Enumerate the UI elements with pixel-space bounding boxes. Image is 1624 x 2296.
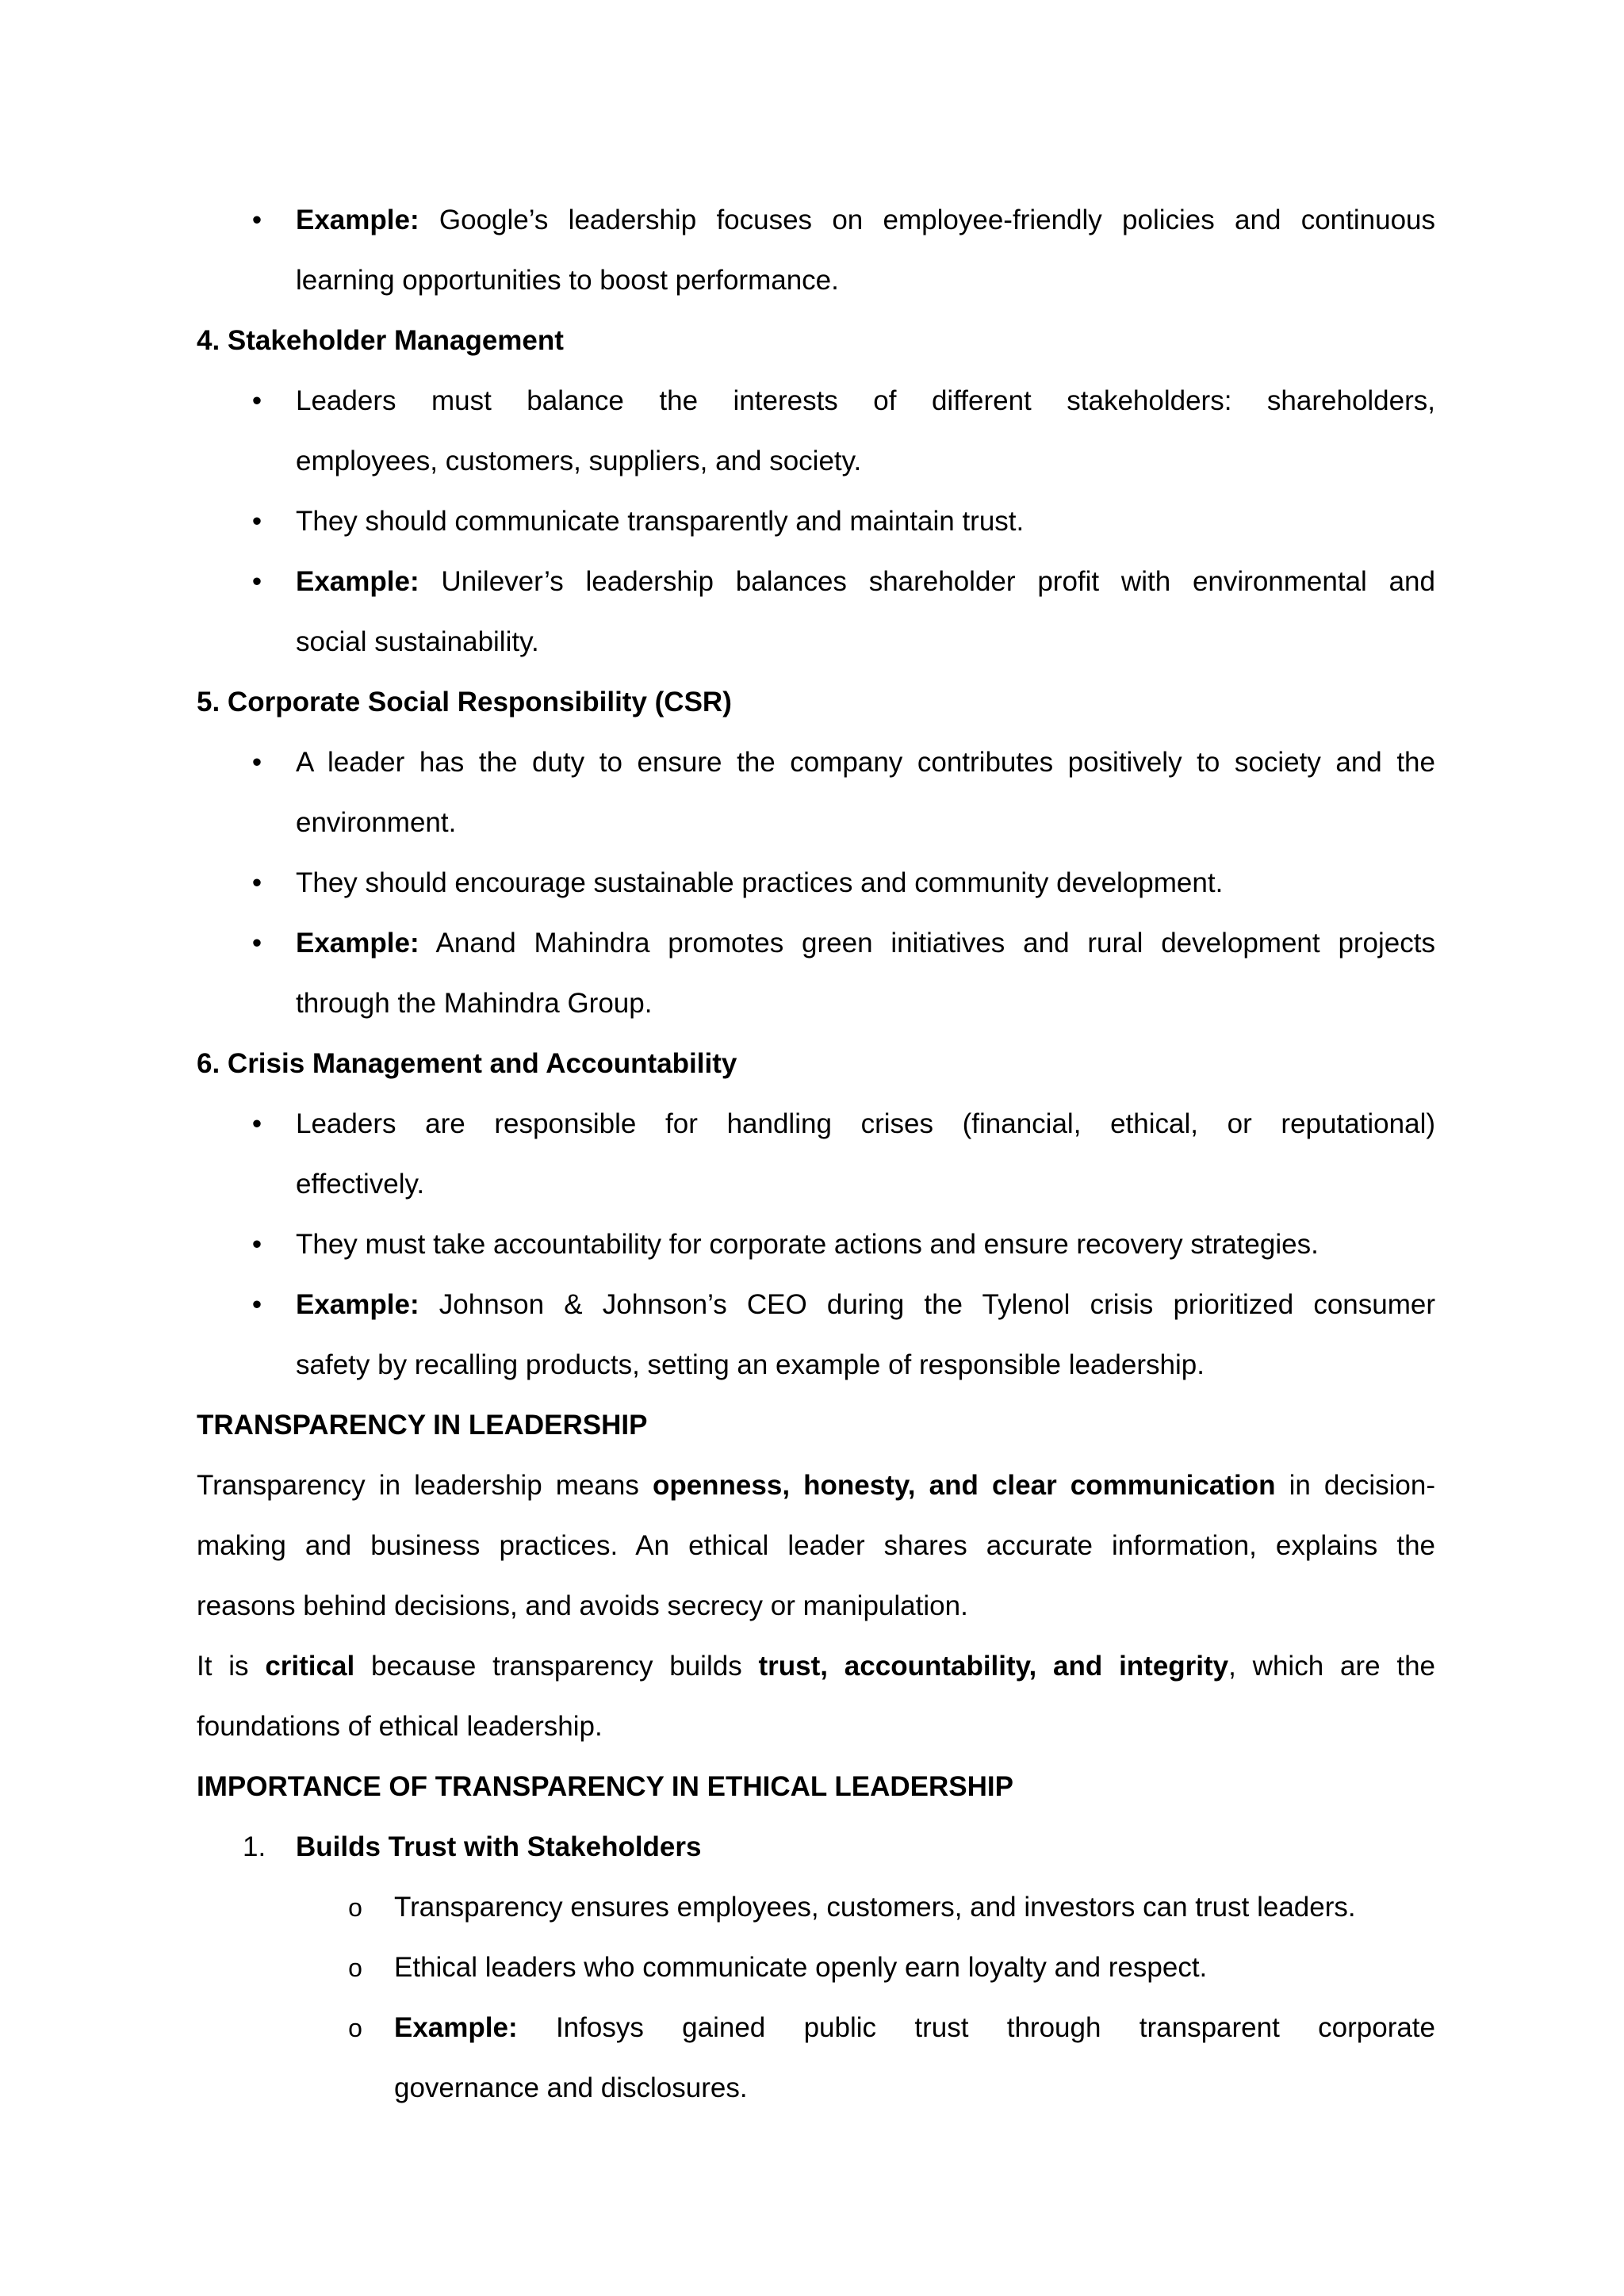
bullet-marker: • [251, 1229, 262, 1260]
bullet-marker: • [251, 205, 262, 235]
bullet-marker: • [251, 1108, 262, 1139]
bold-run: trust, accountability, and integrity [758, 1651, 1229, 1682]
bullet-marker: • [251, 928, 262, 959]
section-heading-csr: 5. Corporate Social Responsibility (CSR) [197, 687, 732, 718]
sub-bullet-marker: o [348, 1893, 362, 1922]
example-google-line2: learning opportunities to boost performance. [296, 265, 839, 296]
csr-bullet1-line1: A leader has the duty to ensure the company contributes positively to society and the [296, 747, 1435, 778]
section-heading-importance: IMPORTANCE OF TRANSPARENCY IN ETHICAL LEADERSHIP [197, 1771, 1013, 1802]
importance-item1-title: Builds Trust with Stakeholders [296, 1831, 702, 1862]
bullet-marker: • [251, 1289, 262, 1320]
example-text: Unilever’s leadership balances shareholder profit with environmental and [419, 566, 1435, 597]
text-run: because transparency builds [354, 1651, 759, 1682]
example-label: Example: [394, 2012, 518, 2043]
bullet-marker: • [251, 566, 262, 597]
transparency-p2-line1 [197, 1636, 1435, 1697]
example-infosys-line2: governance and disclosures. [394, 2072, 748, 2103]
example-text: Anand Mahindra promotes green initiatives and rural development projects [419, 928, 1435, 959]
transparency-p1-line3: reasons behind decisions, and avoids secrecy or manipulation. [197, 1590, 968, 1621]
csr-bullet1-line2: environment. [296, 807, 457, 838]
text-run: , which are the [1228, 1651, 1436, 1682]
example-label: Example: [296, 1289, 419, 1320]
bullet-marker: • [251, 747, 262, 778]
transparency-p1-line1 [197, 1456, 1435, 1516]
transparency-p2-line2: foundations of ethical leadership. [197, 1711, 603, 1742]
bullet-marker: • [251, 385, 262, 416]
crisis-bullet1-line1: Leaders are responsible for handling crises (financial, ethical, or reputational) [296, 1108, 1435, 1139]
example-label: Example: [296, 205, 419, 235]
csr-bullet2: They should encourage sustainable practices and community development. [296, 867, 1224, 898]
sub-bullet-marker: o [348, 1954, 362, 1982]
example-jnj-line2: safety by recalling products, setting an example of responsible leadership. [296, 1349, 1205, 1380]
text-run: Transparency in leadership means [197, 1470, 653, 1501]
crisis-bullet2: They must take accountability for corporate actions and ensure recovery strategies. [296, 1229, 1319, 1260]
bold-run: openness, honesty, and clear communication [652, 1470, 1276, 1501]
example-mahindra-line2: through the Mahindra Group. [296, 988, 653, 1019]
text-run: It is [197, 1651, 266, 1682]
example-label: Example: [296, 928, 419, 959]
example-label: Example: [296, 566, 419, 597]
stakeholder-bullet1-line2: employees, customers, suppliers, and society. [296, 446, 862, 476]
bullet-marker: • [251, 867, 262, 898]
bullet-marker: • [251, 506, 262, 537]
sub-bullet-marker: o [348, 2014, 362, 2042]
example-jnj-line1 [296, 1275, 1435, 1335]
example-unilever-line1 [296, 552, 1435, 612]
stakeholder-bullet2: They should communicate transparently and maintain trust. [296, 506, 1025, 537]
section-heading-crisis: 6. Crisis Management and Accountability [197, 1048, 737, 1079]
example-text: Google’s leadership focuses on employee-friendly policies and continuous [419, 205, 1435, 235]
stakeholder-bullet1-line1: Leaders must balance the interests of different stakeholders: shareholders, [296, 385, 1435, 416]
bold-run: critical [265, 1651, 355, 1682]
example-unilever-line2: social sustainability. [296, 626, 539, 657]
example-infosys-line1 [394, 1998, 1435, 2058]
transparency-p1-line2: making and business practices. An ethical leader shares accurate information, explains the [197, 1530, 1435, 1561]
example-text: Johnson & Johnson’s CEO during the Tylenol crisis prioritized consumer [419, 1289, 1435, 1320]
example-text: Infosys gained public trust through transparent corporate [517, 2012, 1435, 2043]
list-number: 1. [243, 1831, 266, 1862]
section-heading-stakeholder: 4. Stakeholder Management [197, 325, 564, 356]
crisis-bullet1-line2: effectively. [296, 1169, 425, 1200]
text-run: in decision- [1275, 1470, 1435, 1501]
section-heading-transparency: TRANSPARENCY IN LEADERSHIP [197, 1410, 648, 1441]
example-google-line1 [296, 190, 1435, 251]
importance-sub1: Transparency ensures employees, customers, and investors can trust leaders. [394, 1892, 1356, 1923]
importance-sub2: Ethical leaders who communicate openly earn loyalty and respect. [394, 1952, 1208, 1983]
example-mahindra-line1 [296, 913, 1435, 974]
